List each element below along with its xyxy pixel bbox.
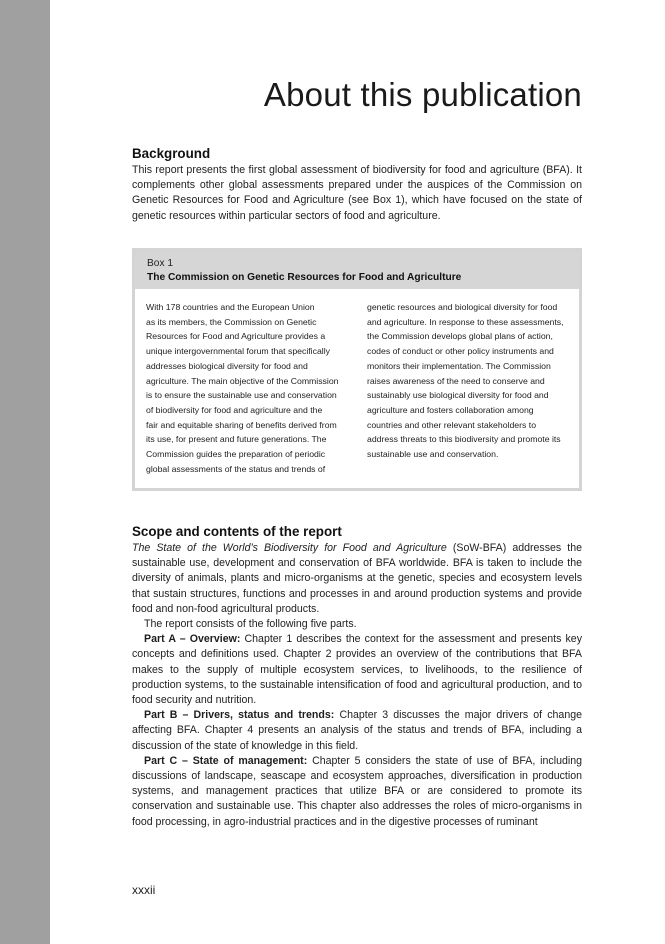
- box-1-right-column: [367, 300, 564, 462]
- part-b-text: Chapter 3 discusses the major drivers of change affecting BFA. Chapter 4 presents an analysis of the status and trends of BFA, including a discussion of the state of knowledge in this field.: [132, 709, 583, 752]
- box-1-line: Resources for Food and Agriculture provides a: [146, 331, 326, 342]
- part-b-label: Part B – Drivers, status and trends:: [144, 709, 335, 722]
- box-1-line: raises awareness of the need to conserve and: [367, 375, 545, 386]
- box-1-left-column: [146, 300, 339, 476]
- box-1-line: With 178 countries and the European Union: [146, 302, 315, 312]
- box-1-title: The Commission on Genetic Resources for Food and Agriculture: [147, 272, 462, 283]
- box-1-line: is to ensure the sustainable use and conservation: [146, 390, 337, 401]
- box-1-line: as its members, the Commission on Genetic: [146, 316, 317, 327]
- box-1-line: codes of conduct or other policy instruments and: [367, 346, 554, 357]
- box-1-line: sustainably use biological diversity for food and: [367, 390, 549, 401]
- box-1-line: monitors their implementation. The Commission: [367, 360, 551, 371]
- page-number: xxxii: [132, 883, 156, 897]
- side-margin-strip: [0, 0, 50, 944]
- box-1-line: unique intergovernmental forum that specifically: [146, 346, 330, 357]
- part-b-paragraph: [132, 708, 582, 754]
- scope-body: [132, 541, 582, 830]
- parts-intro-paragraph: The report consists of the following five parts.: [144, 618, 357, 631]
- scope-heading: Scope and contents of the report: [132, 524, 342, 539]
- part-a-label: Part A – Overview:: [144, 633, 241, 646]
- box-1-line: countries and other relevant stakeholders to: [367, 419, 537, 430]
- box-1-line: and agriculture. In response to these assessments,: [367, 316, 564, 327]
- box-1-line: the Commission develops global plans of action,: [367, 331, 553, 342]
- box-1: [132, 248, 582, 491]
- box-1-line: global assessments of the status and trends of: [146, 463, 326, 474]
- scope-intro-text: (SoW-BFA) addresses the sustainable use, development and conservation of BFA worldwide. BFA is taken to include the diversity of animals, plants and micro-organisms at the genetic, species and ecosystem levels that sustain structures, functions and processes in and around production systems and provide food and non-food agricultural products.: [132, 542, 582, 615]
- box-1-header: [135, 251, 579, 289]
- page-title: About this publication: [263, 76, 582, 113]
- box-1-line: agriculture and fosters collaboration among: [367, 404, 534, 415]
- box-1-line: fair and equitable sharing of benefits derived from: [146, 419, 337, 430]
- box-1-line: address threats to this biodiversity and promote its: [367, 434, 561, 445]
- box-1-line: addresses biological diversity for food and: [146, 360, 308, 371]
- part-c-label: Part C – State of management:: [144, 754, 308, 767]
- part-a-text: Chapter 1 describes the context for the assessment and presents key concepts and definitions used. Chapter 2 provides an overview of the contributions that BFA makes to the supply of multiple ecosystem services, to livelihoods, to the resilience of production systems, to the sustainable intensification of food and agricultural production, and to food security and nutrition.: [132, 633, 582, 707]
- scope-intro-paragraph: [132, 541, 582, 617]
- box-1-line: agriculture. The main objective of the Commission: [146, 375, 339, 386]
- part-c-text: Chapter 5 considers the state of use of BFA, including discussions of landscape, seascape and ecosystem approaches, diversification in production systems, and management practices that utilize BFA or are considered to promote its conservation and sustainable use. This chapter also addresses the roles of micro-organisms in food processing, in agro-industrial practices and in the digestive processes of ruminant: [132, 754, 582, 828]
- report-title: The State of the World’s Biodiversity for Food and Agriculture: [132, 542, 447, 554]
- part-c-paragraph: [132, 754, 582, 830]
- box-1-line: of biodiversity for food and agriculture and the: [146, 404, 323, 415]
- background-paragraph: This report presents the first global assessment of biodiversity for food and agriculture (BFA). It complements other global assessments prepared under the auspices of the Commission on Genetic Resources for Food and Agriculture (see Box 1), which have focused on the state of genetic resources within particular sectors of food and agriculture.: [132, 164, 582, 222]
- box-1-line: sustainable use and conservation.: [367, 449, 499, 460]
- part-a-paragraph: [132, 632, 582, 708]
- box-1-line: Commission guides the preparation of periodic: [146, 449, 326, 460]
- box-1-number: Box 1: [147, 258, 174, 269]
- box-1-line: genetic resources and biological diversity for food: [367, 302, 558, 312]
- box-1-line: its use, for present and future generations. The: [146, 434, 327, 445]
- background-heading: Background: [132, 146, 211, 161]
